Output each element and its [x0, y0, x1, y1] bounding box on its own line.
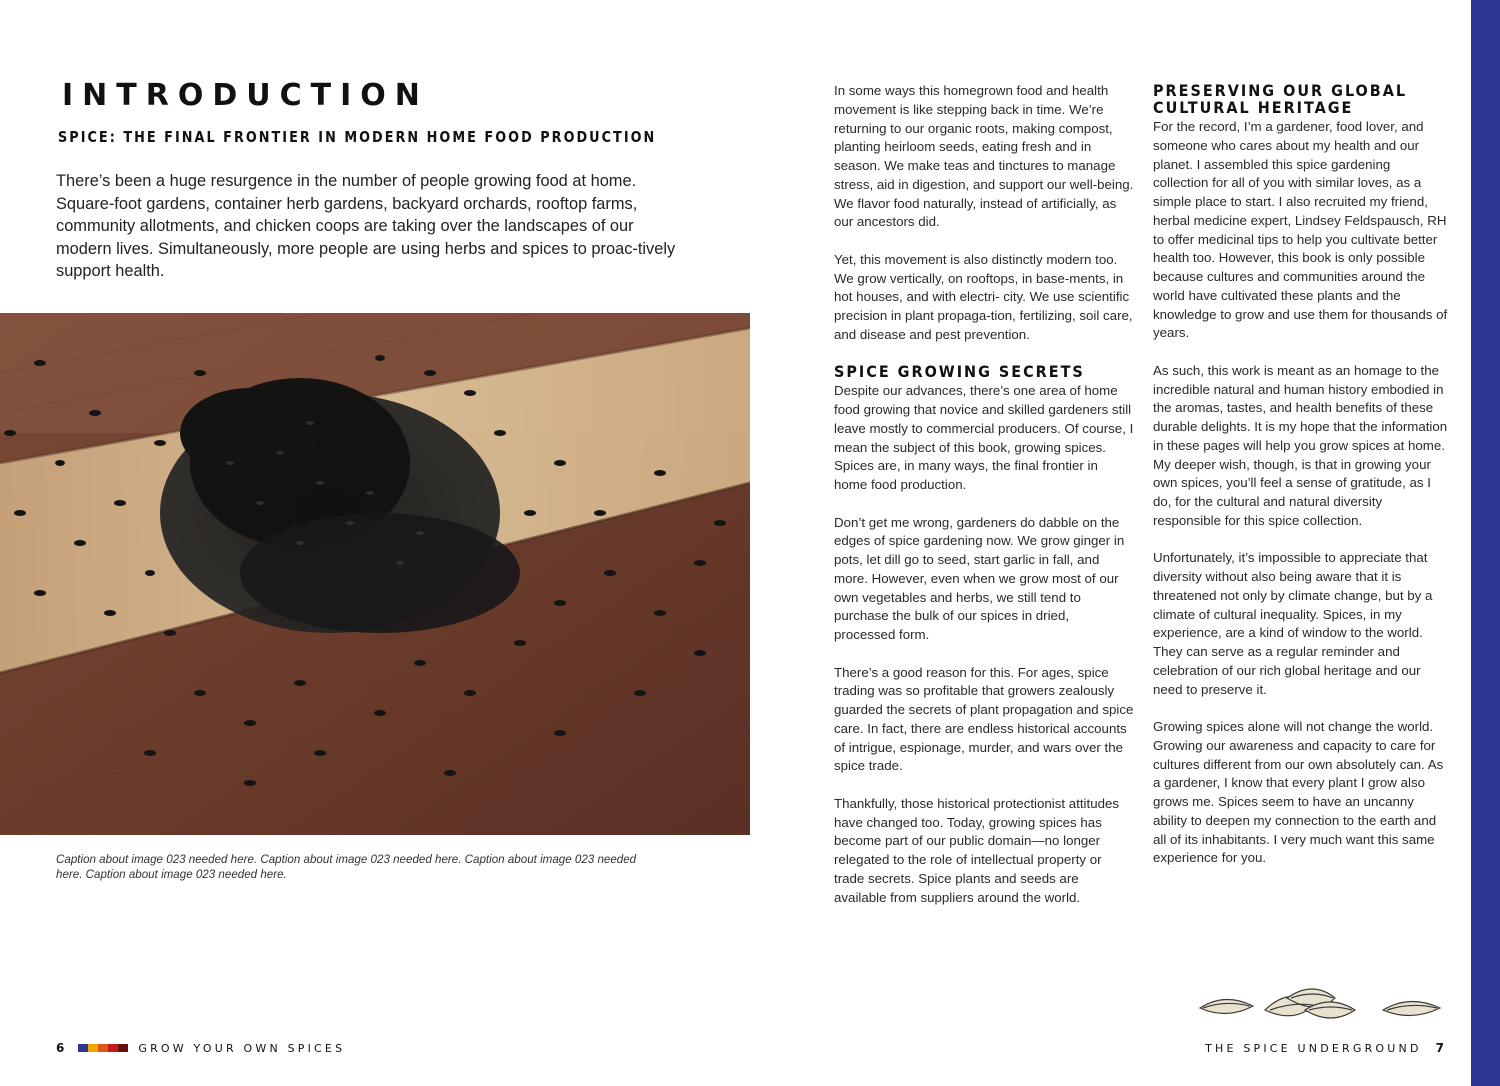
footer-left: [56, 1040, 345, 1056]
color-swatch: [108, 1044, 118, 1052]
page-title: INTRODUCTION: [62, 78, 429, 113]
body-paragraph: There’s a good reason for this. For ages, spice trading was so profitable that growers zealously guarded the secrets of plant propagation and spice care. In fact, there are endless historical accounts of intrigue, espionage, murder, and wars over the spice trade.: [834, 664, 1134, 774]
black-seeds-image: [0, 313, 750, 835]
running-footer: THE SPICE UNDERGROUND: [1205, 1041, 1422, 1055]
color-bar: [78, 1044, 128, 1052]
right-column: [1153, 82, 1449, 887]
body-paragraph: Unfortunately, it’s impossible to appreciate that diversity without also being aware that it is threatened not only by climate change, but by a climate of cultural inequality. Spices, in my experience, are a kind of window to the world. They can serve as a regular reminder and celebration of our rich global heritage and our need to preserve it.: [1153, 550, 1433, 697]
page-edge-strip: [1471, 0, 1500, 1086]
seeds-illustration: [1195, 980, 1445, 1028]
page-subtitle: SPICE: THE FINAL FRONTIER IN MODERN HOME FOOD PRODUCTION: [58, 128, 657, 146]
section-heading: SPICE GROWING SECRETS: [834, 362, 1085, 382]
body-paragraph: Despite our advances, there’s one area of home food growing that novice and skilled gardeners still leave mostly to commercial producers. Of course, I mean the subject of this book, growing spices. Spices are, in many ways, the final frontier in home food production.: [834, 383, 1134, 492]
page-number: 7: [1435, 1041, 1444, 1055]
color-swatch: [98, 1044, 108, 1052]
footer-right: [1205, 1040, 1444, 1056]
section-heading: PRESERVING OUR GLOBAL CULTURAL HERITAGE: [1153, 81, 1408, 117]
intro-paragraph: There’s been a huge resurgence in the number of people growing food at home. Square-foot gardens, container herb gardens, backyard orchards, rooftop farms, community allotments, and chicken coops are taking over the landscapes of our modern lives. Simultaneously, more people are using herbs and spices to proac-tively support health.: [56, 172, 676, 281]
body-paragraph: Growing spices alone will not change the world. Growing our awareness and capacity to care for cultures different from our own absolutely can. As a gardener, I know that every plant I grow also grows me. Spices seem to have an uncanny ability to deepen my connection to the earth and all of its inhabitants. I very much want this same experience for you.: [1153, 719, 1444, 866]
body-paragraph: As such, this work is meant as an homage to the incredible natural and human history embodied in the aromas, tastes, and health benefits of these durable delights. It is my hope that the information in these pages will help you grow spices at home. My deeper wish, though, is that in growing your own spices, you’ll feel a sense of gratitude, as I do, for the cultural and natural diversity responsible for this spice collection.: [1153, 362, 1448, 528]
body-paragraph: Thankfully, those historical protectionist attitudes have changed too. Today, growing spices has become part of our public domain—no longer relegated to the role of intellectual property or trade secrets. Spice plants and seeds are available from suppliers around the world.: [834, 795, 1120, 905]
photo-caption: Caption about image 023 needed here. Caption about image 023 needed here. Caption about image 023 needed here. Caption about image 023 needed here.: [56, 853, 637, 882]
body-paragraph: For the record, I’m a gardener, food lover, and someone who cares about my health and our planet. I assembled this spice gardening collection for all of you with similar loves, as a simple place to start. I also recruited my friend, herbal medicine expert, Lindsey Feldspausch, RH to offer medicinal tips to help you cultivate better health too. However, this book is only possible because cultures and communities around the world have cultivated these plants and the knowledge to grow and use them for thousands of years.: [1153, 119, 1448, 341]
middle-column: [834, 82, 1134, 926]
page-number: 6: [56, 1041, 65, 1055]
color-swatch: [118, 1044, 128, 1052]
black-seeds-photo: [0, 313, 750, 835]
color-swatch: [88, 1044, 98, 1052]
body-paragraph: Don’t get me wrong, gardeners do dabble on the edges of spice gardening now. We grow ginger in pots, let dill go to seed, start garlic in fall, and more. However, even when we grow most of our own vegetables and herbs, we still tend to purchase the bulk of our spices in dried, processed form.: [834, 514, 1125, 642]
running-footer: GROW YOUR OWN SPICES: [138, 1041, 346, 1055]
body-paragraph: Yet, this movement is also distinctly modern too. We grow vertically, on rooftops, in base-ments, in hot houses, and with electri- city. We use scientific precision in plant propaga-tion, fertilizing, soil care, and disease and pest prevention.: [834, 251, 1133, 342]
color-swatch: [78, 1044, 88, 1052]
body-paragraph: In some ways this homegrown food and health movement is like stepping back in time. We’re returning to our organic roots, making compost, planting heirloom seeds, eating fresh and in season. We make teas and tinctures to manage stress, aid in digestion, and support our well-being. We flavor food naturally, instead of artificially, as our ancestors did.: [834, 83, 1134, 230]
